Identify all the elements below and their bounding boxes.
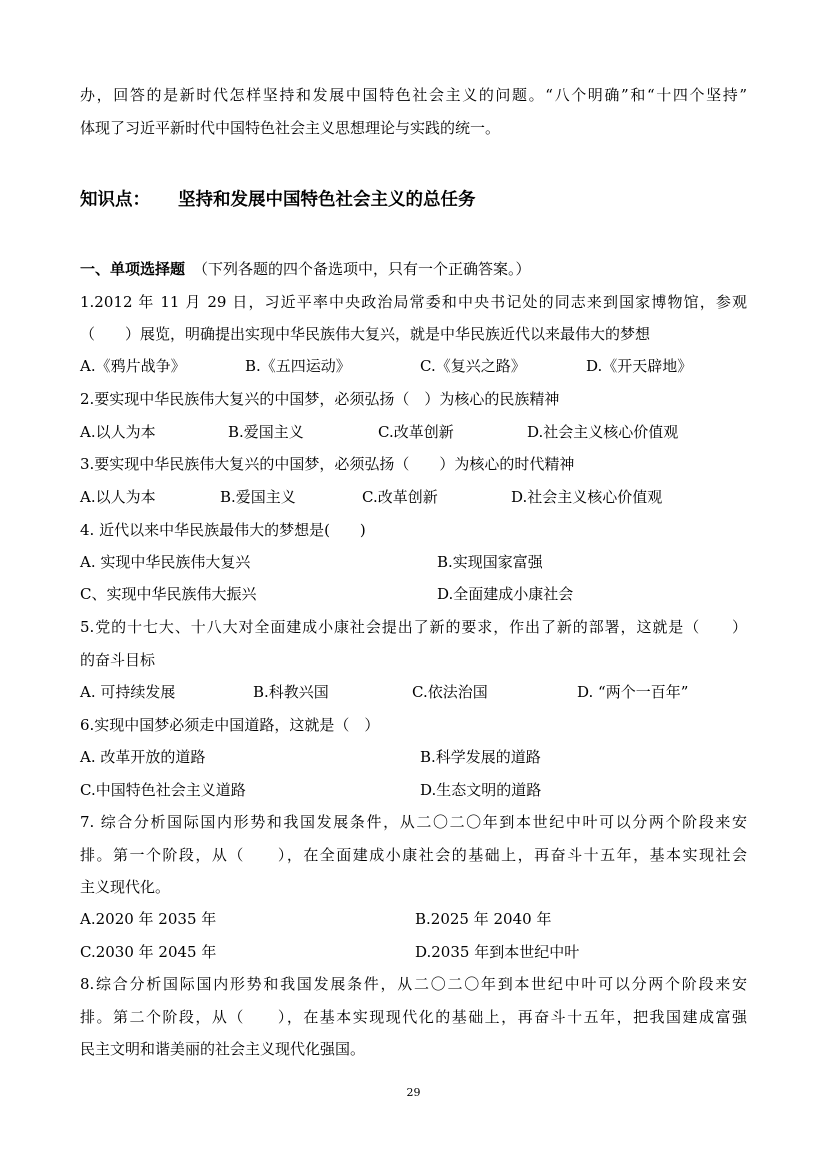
option-a: A.以人为本 <box>80 488 156 506</box>
option-d: D.社会主义核心价值观 <box>527 423 679 441</box>
question-6-line-1: 6.实现中国梦必须走中国道路，这就是（ ） <box>80 716 380 734</box>
option-c: C、实现中华民族伟大振兴 <box>80 585 257 603</box>
page-number: 29 <box>406 1086 421 1099</box>
section-title: 一、单项选择题 <box>80 260 186 278</box>
option-c: C.中国特色社会主义道路 <box>80 781 246 799</box>
option-b: B.2025 年 2040 年 <box>415 910 552 928</box>
option-d: D.社会主义核心价值观 <box>511 488 663 506</box>
question-3-line-1: 3.要实现中华民族伟大复兴的中国梦，必须弘扬（ ）为核心的时代精神 <box>80 455 575 473</box>
section-note: （下列各题的四个备选项中，只有一个正确答案。） <box>193 260 531 278</box>
option-a: A.以人为本 <box>80 423 156 441</box>
option-c: C.改革创新 <box>378 423 454 441</box>
option-a: A.2020 年 2035 年 <box>80 910 217 928</box>
option-b: B.《五四运动》 <box>245 357 351 375</box>
question-1-line-2: （ ）展览，明确提出实现中华民族伟大复兴，就是中华民族近代以来最伟大的梦想 <box>80 325 651 343</box>
question-5-line-2: 的奋斗目标 <box>80 651 156 669</box>
option-b: B.科学发展的道路 <box>420 748 541 766</box>
option-c: C.改革创新 <box>362 488 438 506</box>
question-7-line-3: 主义现代化。 <box>80 878 171 896</box>
question-7-line-1: 7. 综合分析国际国内形势和我国发展条件，从二〇二〇年到本世纪中叶可以分两个阶段来安 <box>80 813 747 831</box>
option-b: B.实现国家富强 <box>437 553 543 571</box>
option-d: D.全面建成小康社会 <box>437 585 574 603</box>
option-b: B.科教兴国 <box>253 683 329 701</box>
option-a: A.《鸦片战争》 <box>80 357 186 375</box>
question-5-line-1: 5.党的十七大、十八大对全面建成小康社会提出了新的要求，作出了新的部署，这就是（ ） <box>80 618 747 636</box>
question-4-line-1: 4. 近代以来中华民族最伟大的梦想是( ) <box>80 521 366 539</box>
option-d: D.生态文明的道路 <box>420 781 542 799</box>
option-d: D. “两个一百年” <box>577 683 689 701</box>
knowledge-point-heading <box>80 187 476 213</box>
question-2-line-1: 2.要实现中华民族伟大复兴的中国梦，必须弘扬（ ）为核心的民族精神 <box>80 390 560 408</box>
option-d: D.2035 年到本世纪中叶 <box>415 943 580 961</box>
question-7-line-2: 排。第一个阶段，从（ ），在全面建成小康社会的基础上，再奋斗十五年，基本实现社会 <box>80 846 747 864</box>
option-d: D.《开天辟地》 <box>586 357 693 375</box>
option-b: B.爱国主义 <box>228 423 304 441</box>
question-1-line-1: 1.2012 年 11 月 29 日，习近平率中央政治局常委和中央书记处的同志来到国家博物馆，参观 <box>80 293 747 311</box>
knowledge-point-title: 坚持和发展中国特色社会主义的总任务 <box>178 190 476 210</box>
knowledge-point-label: 知识点： <box>80 190 150 210</box>
section-heading <box>80 257 747 281</box>
question-8-line-1: 8.综合分析国际国内形势和我国发展条件，从二〇二〇年到本世纪中叶可以分两个阶段来安 <box>80 975 747 993</box>
intro-line-2: 体现了习近平新时代中国特色社会主义思想理论与实践的统一。 <box>80 119 501 137</box>
option-a: A. 改革开放的道路 <box>80 748 206 766</box>
intro-line-1: 办，回答的是新时代怎样坚持和发展中国特色社会主义的问题。“八个明确”和“十四个坚持” <box>80 86 747 104</box>
option-a: A. 可持续发展 <box>80 683 176 701</box>
question-8-line-3: 民主文明和谐美丽的社会主义现代化强国。 <box>80 1040 366 1058</box>
option-a: A. 实现中华民族伟大复兴 <box>80 553 251 571</box>
option-c: C.依法治国 <box>412 683 488 701</box>
option-c: C.2030 年 2045 年 <box>80 943 217 961</box>
option-b: B.爱国主义 <box>220 488 296 506</box>
option-c: C.《复兴之路》 <box>420 357 526 375</box>
question-8-line-2: 排。第二个阶段，从（ ），在基本实现现代化的基础上，再奋斗十五年，把我国建成富强 <box>80 1008 747 1026</box>
